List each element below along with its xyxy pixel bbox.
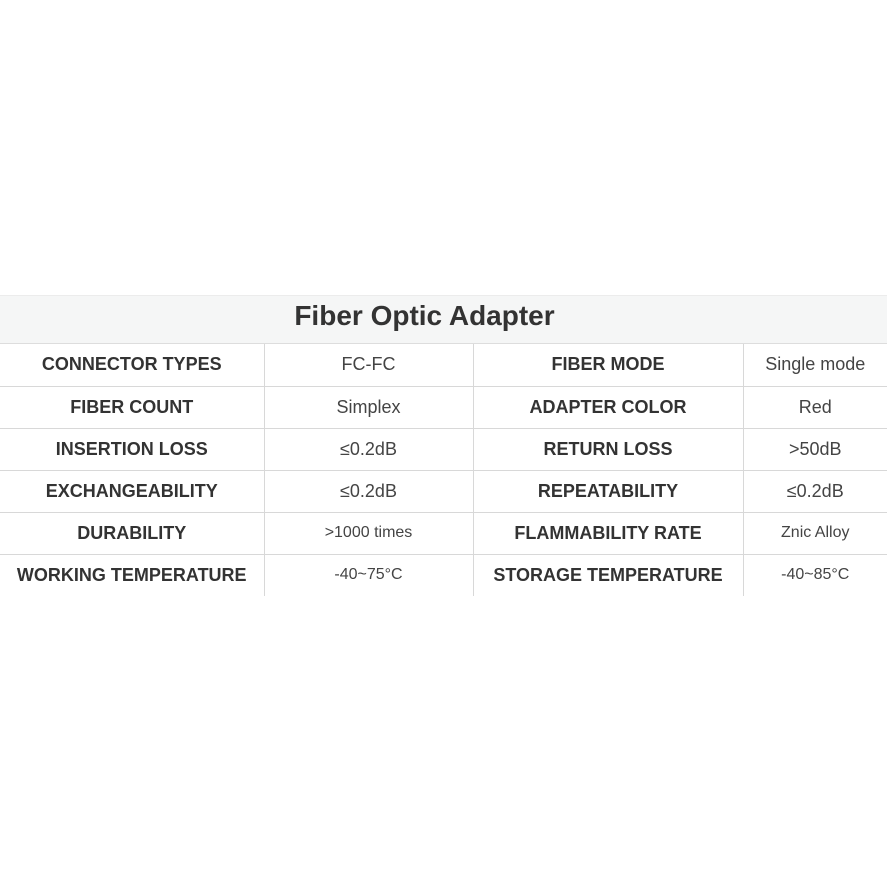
spec-value: ≤0.2dB: [264, 428, 473, 470]
title-bar: [0, 295, 887, 344]
spec-table: [0, 344, 887, 596]
spec-value: FC-FC: [264, 344, 473, 386]
page-title: Fiber Optic Adapter: [294, 300, 555, 331]
spec-label: INSERTION LOSS: [0, 428, 264, 470]
table-row: [0, 344, 887, 386]
spec-label: REPEATABILITY: [473, 470, 743, 512]
spec-label: CONNECTOR TYPES: [0, 344, 264, 386]
table-row: [0, 428, 887, 470]
spec-block: [0, 295, 887, 596]
spec-value: -40~75°C: [264, 554, 473, 596]
spec-label: FIBER MODE: [473, 344, 743, 386]
spec-label: FLAMMABILITY RATE: [473, 512, 743, 554]
table-row: [0, 512, 887, 554]
spec-value: Simplex: [264, 386, 473, 428]
spec-label: WORKING TEMPERATURE: [0, 554, 264, 596]
spec-label: EXCHANGEABILITY: [0, 470, 264, 512]
spec-label: DURABILITY: [0, 512, 264, 554]
spec-value: Znic Alloy: [743, 512, 887, 554]
spec-label: STORAGE TEMPERATURE: [473, 554, 743, 596]
spec-label: RETURN LOSS: [473, 428, 743, 470]
spec-value: >50dB: [743, 428, 887, 470]
spec-label: FIBER COUNT: [0, 386, 264, 428]
table-row: [0, 386, 887, 428]
spec-value: ≤0.2dB: [743, 470, 887, 512]
spec-value: -40~85°C: [781, 566, 850, 584]
spec-value: >1000 times: [264, 512, 473, 554]
spec-label: ADAPTER COLOR: [473, 386, 743, 428]
spec-value: ≤0.2dB: [264, 470, 473, 512]
spec-value: Red: [743, 386, 887, 428]
table-row: [0, 470, 887, 512]
table-row: [0, 554, 887, 596]
spec-value: Single mode: [743, 344, 887, 386]
